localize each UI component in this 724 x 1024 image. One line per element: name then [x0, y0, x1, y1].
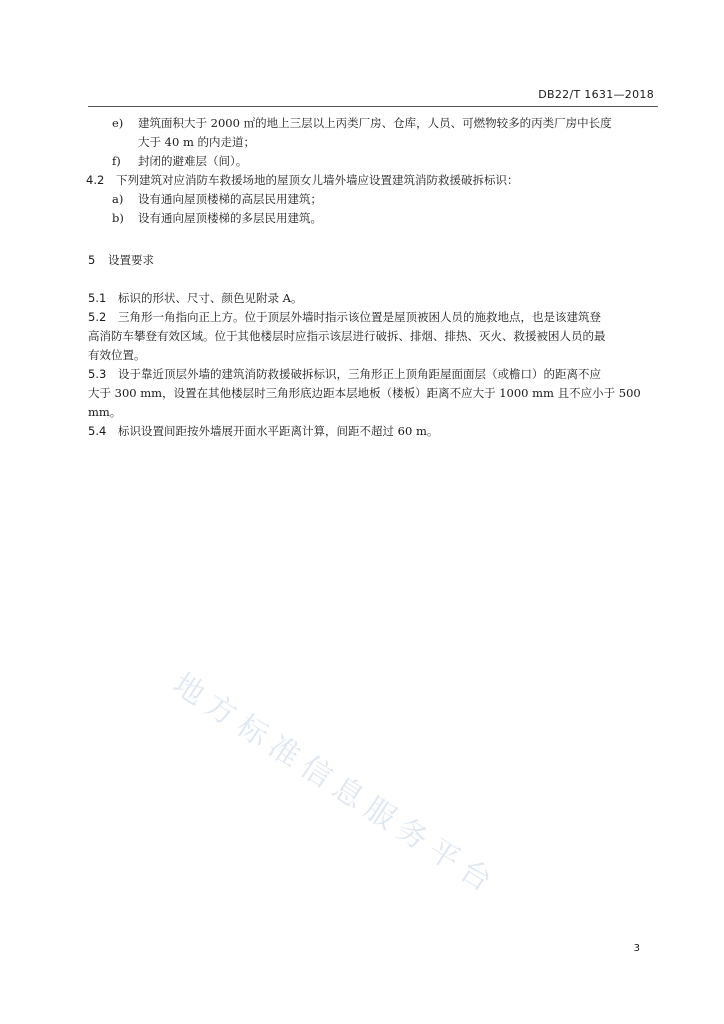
clause-line: 高消防车攀登有效区域。位于其他楼层时应指示该层进行破拆、排烟、排热、灭火、救援被困人员的最	[88, 329, 606, 343]
clause-4-2	[86, 171, 658, 190]
list-item-mark: b)	[112, 211, 124, 225]
clause-number: 5.1	[88, 291, 107, 305]
clause-line: 标识设置间距按外墙展开面水平距离计算，间距不超过 60 m。	[118, 424, 439, 438]
clause-line: 大于 300 mm，设置在其他楼层时三角形底边距本层地板（楼板）距离不应大于 1000 mm 且不应小于 500	[88, 386, 641, 400]
section-heading	[88, 251, 658, 270]
clause-number: 5.3	[88, 367, 107, 381]
clause-5-3	[88, 365, 658, 422]
list-item-mark: e)	[112, 116, 124, 130]
clause-line: 标识的形状、尺寸、颜色见附录 A。	[118, 291, 303, 305]
clause-line: 有效位置。	[88, 348, 146, 362]
list-item-a	[88, 190, 658, 209]
clause-line: mm。	[88, 405, 122, 419]
section-number: 5	[88, 253, 96, 267]
clause-5-4	[88, 422, 658, 441]
list-item-mark: f)	[112, 154, 121, 168]
watermark: 地方标准信息服务平台	[166, 666, 505, 904]
list-item-line: 建筑面积大于 2000 ㎡的地上三层以上丙类厂房、仓库，人员、可燃物较多的丙类厂房中长度	[138, 116, 612, 130]
list-item-line: 大于 40 m 的内走道；	[138, 135, 256, 149]
page-number: 3	[633, 943, 640, 954]
clause-number: 4.2	[86, 173, 105, 187]
list-item-e	[88, 114, 658, 152]
standard-code: DB22/T 1631—2018	[538, 88, 654, 101]
list-item-mark: a)	[112, 192, 124, 206]
clause-line: 设于靠近顶层外墙的建筑消防救援破拆标识，三角形正上顶角距屋面面层（或檐口）的距离不应	[118, 367, 601, 381]
clause-number: 5.4	[88, 424, 107, 438]
document-body	[88, 114, 658, 441]
section-title: 设置要求	[108, 253, 154, 267]
list-item-line: 设有通向屋顶楼梯的多层民用建筑。	[138, 211, 322, 225]
clause-5-1	[88, 289, 658, 308]
clause-number: 5.2	[88, 310, 107, 324]
list-item-f	[88, 152, 658, 171]
clause-5-2	[88, 308, 658, 365]
clause-line: 三角形一角指向正上方。位于顶层外墙时指示该位置是屋顶被困人员的施救地点，也是该建筑登	[118, 310, 601, 324]
list-item-b	[88, 209, 658, 228]
list-item-line: 设有通向屋顶楼梯的高层民用建筑；	[138, 192, 322, 206]
header-rule	[88, 106, 658, 107]
list-item-line: 封闭的避难层（间）。	[138, 154, 248, 168]
clause-text: 下列建筑对应消防车救援场地的屋顶女儿墙外墙应设置建筑消防救援破拆标识：	[116, 173, 519, 187]
